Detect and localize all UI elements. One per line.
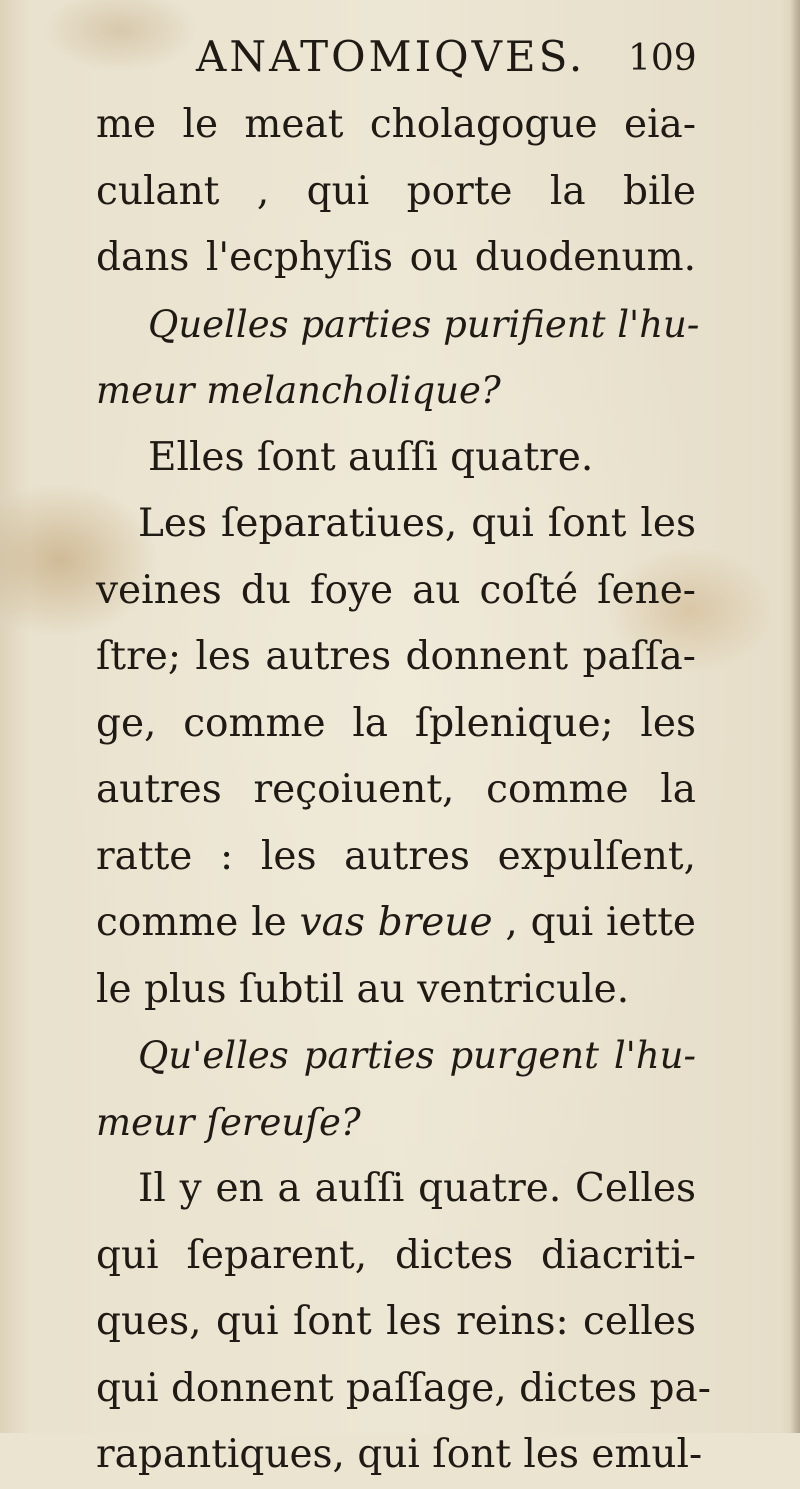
text-line: veines du foye au coſté ſene-: [96, 567, 696, 613]
text-line: Elles ſont auſſi quatre.: [148, 434, 594, 480]
running-title: ANATOMIQVES.: [196, 32, 586, 81]
text-line: ques, qui ſont les reins: celles: [96, 1299, 696, 1344]
question-heading-line: Qu'elles parties purgent l'hu-: [138, 1034, 696, 1077]
italic-term: vas breue: [299, 900, 493, 945]
text-line: le plus ſubtil au ventricule.: [96, 966, 630, 1012]
text-line-with-italic: [96, 890, 696, 957]
text-segment: , qui iette: [492, 900, 696, 945]
text-line: me le meat cholagogue eia-: [96, 102, 696, 147]
text-line: ſtre; les autres donnent paſſa-: [96, 634, 696, 679]
text-segment: comme le: [96, 900, 300, 945]
text-line: qui ſeparent, dictes diacriti-: [96, 1232, 696, 1278]
text-line: Les ſeparatiues, qui ſont les: [138, 501, 696, 546]
text-line: qui donnent paſſage, dictes pa-: [96, 1365, 711, 1411]
text-line: ge, comme la ſplenique; les: [96, 700, 696, 746]
question-heading-line: meur ſereuſe?: [96, 1100, 361, 1144]
body-text: [96, 92, 711, 1489]
text-line: culant , qui porte la bile: [96, 168, 696, 214]
text-line: Il y en a auſſi quatre. Celles: [138, 1166, 696, 1211]
page-header: [0, 28, 800, 88]
text-line: dans l'ecphyſis ou duodenum.: [96, 235, 696, 280]
text-line: rapantiques, qui ſont les emul-: [96, 1432, 703, 1477]
question-heading-line: meur melancholique?: [96, 369, 501, 412]
text-line: ratte : les autres expulſent,: [96, 833, 696, 879]
question-heading-line: Quelles parties purifient l'hu-: [148, 302, 700, 346]
page-edge-shadow: [790, 0, 800, 1433]
page-number: 109: [628, 38, 697, 79]
text-line: autres reçoiuent, comme la: [96, 767, 696, 812]
